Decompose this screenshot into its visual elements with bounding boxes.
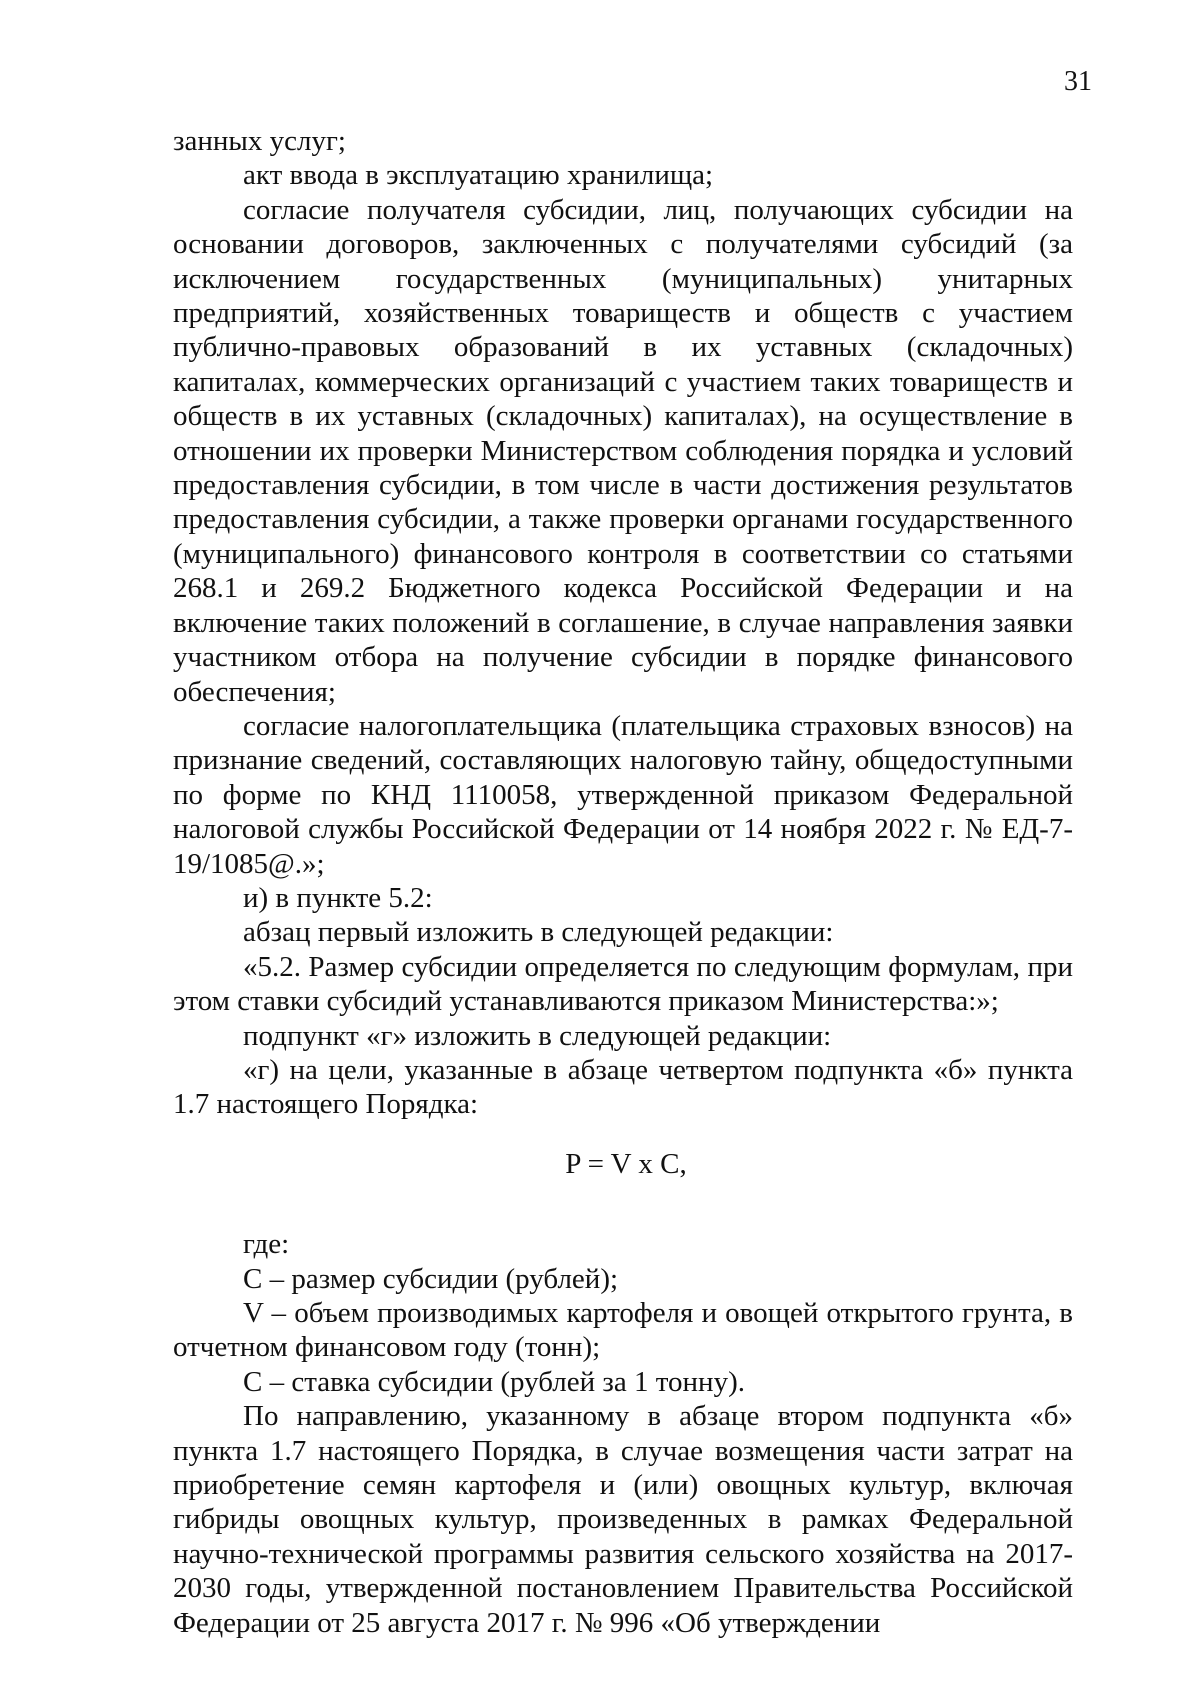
document-body: [173, 124, 1073, 1640]
paragraph: занных услуг;: [173, 125, 346, 157]
paragraph: где:: [243, 1228, 290, 1261]
paragraph: акт ввода в эксплуатацию хранилища;: [243, 159, 714, 192]
paragraph: абзац первый изложить в следующей редакции:: [243, 916, 834, 949]
page-number: 31: [1064, 66, 1092, 97]
paragraph: «г) на цели, указанные в абзаце четвертом подпункта «б» пункта 1.7 настоящего Порядка:: [173, 1053, 1073, 1121]
paragraph: согласие получателя субсидии, лиц, получающих субсидии на основании договоров, заключенных с получателями субсидий (за исключением государственных (муниципальных) унитарных предприятий, хозяйственных товариществ и обществ с участием публично-правовых образований в их уставных (складочных) капиталах, коммерческих организаций с участием таких товариществ и обществ в их уставных (складочных) капиталах), на осуществление в отношении их проверки Министерством соблюдения порядка и условий предоставления субсидии, в том числе в части достижения результатов предоставления субсидии, а также проверки органами государственного (муниципального) финансового контроля в соответствии со статьями 268.1 и 269.2 Бюджетного кодекса Российской Федерации и на включение таких положений в соглашение, в случае направления заявки участником отбора на получение субсидии в порядке финансового обеспечения;: [173, 193, 1073, 708]
paragraph: «5.2. Размер субсидии определяется по следующим формулам, при этом ставки субсидий устанавливаются приказом Министерства:»;: [173, 950, 1073, 1018]
paragraph: С – размер субсидии (рублей);: [243, 1262, 619, 1295]
paragraph: По направлению, указанному в абзаце втором подпункта «б» пункта 1.7 настоящего Порядка, в случае возмещения части затрат на приобретение семян картофеля и (или) овощных культур, включая гибриды овощных культур, произведенных в рамках Федеральной научно-технической программы развития сельского хозяйства на 2017-2030 годы, утвержденной постановлением Правительства Российской Федерации от 25 августа 2017 г. № 996 «Об утверждении: [173, 1400, 1073, 1639]
paragraph: согласие налогоплательщика (плательщика страховых взносов) на признание сведений, составляющих налоговую тайну, общедоступными по форме по КНД 1110058, утвержденной приказом Федеральной налоговой службы Российской Федерации от 14 ноября 2022 г. № ЕД-7-19/1085@.»;: [173, 709, 1073, 880]
paragraph: и) в пункте 5.2:: [243, 881, 433, 914]
formula: P = V x C,: [565, 1147, 687, 1180]
paragraph: С – ставка субсидии (рублей за 1 тонну).: [243, 1365, 745, 1398]
paragraph: V – объем производимых картофеля и овощей открытого грунта, в отчетном финансовом году (тонн);: [173, 1297, 1073, 1364]
paragraph: подпункт «г» изложить в следующей редакции:: [243, 1019, 832, 1052]
